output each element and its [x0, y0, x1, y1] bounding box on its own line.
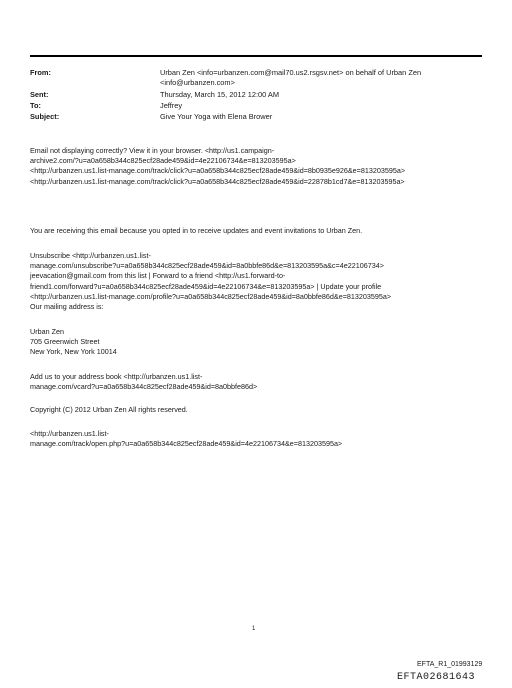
from-value-line-1: Urban Zen <info=urbanzen.com@mail70.us2.rsgsv.net> on behalf of Urban Zen — [160, 68, 422, 77]
tracking-paragraph — [30, 429, 485, 449]
body-line: <http://urbanzen.us1.list- — [30, 429, 109, 438]
from-value-line-2: <info@urbanzen.com> — [160, 78, 235, 87]
body-line: <http://urbanzen.us1.list-manage.com/track/click?u=a0a658b344c825ecf28ade459&id=8b0935e926&e=813203595a> — [30, 166, 406, 176]
mailing-address — [30, 327, 485, 358]
unsubscribe-paragraph — [30, 251, 485, 312]
body-line: You are receiving this email because you opted in to receive updates and event invitations to Urban Zen. — [30, 226, 363, 235]
header-rule — [30, 55, 482, 57]
address-line: New York, New York 10014 — [30, 347, 117, 357]
subject-value: Give Your Yoga with Elena Brower — [160, 112, 273, 121]
opt-in-paragraph — [30, 226, 485, 236]
page-number: 1 — [252, 626, 256, 632]
body-line: manage.com/track/open.php?u=a0a658b344c825ecf28ade459&id=4e22106734&e=813203595a> — [30, 439, 343, 449]
bates-stamp-primary: EFTA_R1_01993129 — [417, 661, 483, 668]
body-line: manage.com/unsubscribe?u=a0a658b344c825ecf28ade459&id=8a0bbfe86d&e=813203595a&c=4e22106734> — [30, 261, 384, 271]
body-line: manage.com/vcard?u=a0a658b344c825ecf28ade459&id=8a0bbfe86d> — [30, 382, 258, 392]
to-label: To: — [30, 101, 41, 110]
subject-label: Subject: — [30, 112, 60, 121]
address-line: 705 Greenwich Street — [30, 337, 100, 347]
body-line: Our mailing address is: — [30, 302, 104, 312]
sent-label: Sent: — [30, 90, 49, 99]
body-line: <http://urbanzen.us1.list-manage.com/profile?u=a0a658b344c825ecf28ade459&id=8a0bbfe86d&e=813203595a> — [30, 291, 392, 301]
browser-view-paragraph — [30, 146, 485, 187]
bates-stamp-secondary: EFTA02681643 — [397, 672, 476, 683]
body-line: <http://urbanzen.us1.list-manage.com/track/click?u=a0a658b344c825ecf28ade459&id=22878b1cd7&e=813203595a> — [30, 176, 405, 186]
address-book-paragraph — [30, 372, 485, 392]
sent-value: Thursday, March 15, 2012 12:00 AM — [160, 90, 279, 99]
address-line: Urban Zen — [30, 327, 64, 336]
body-line: Unsubscribe <http://urbanzen.us1.list- — [30, 251, 151, 260]
body-line: Copyright (C) 2012 Urban Zen All rights reserved. — [30, 405, 188, 414]
from-value — [160, 68, 490, 88]
body-line: friend1.com/forward?u=a0a658b344c825ecf28ade459&id=4e22106734&e=813203595a> | Update your profile — [30, 281, 382, 291]
body-line: Add us to your address book <http://urbanzen.us1.list- — [30, 372, 203, 381]
from-label: From: — [30, 68, 51, 77]
copyright-paragraph — [30, 405, 485, 415]
body-line: jeevacation@gmail.com from this list | Forward to a friend <http://us1.forward-to- — [30, 271, 286, 281]
to-value: Jeffrey — [160, 101, 183, 110]
body-line: Email not displaying correctly? View it in your browser. <http://us1.campaign- — [30, 146, 275, 155]
body-line: archive2.com/?u=a0a658b344c825ecf28ade459&id=4e22106734&e=813203595a> — [30, 156, 296, 166]
